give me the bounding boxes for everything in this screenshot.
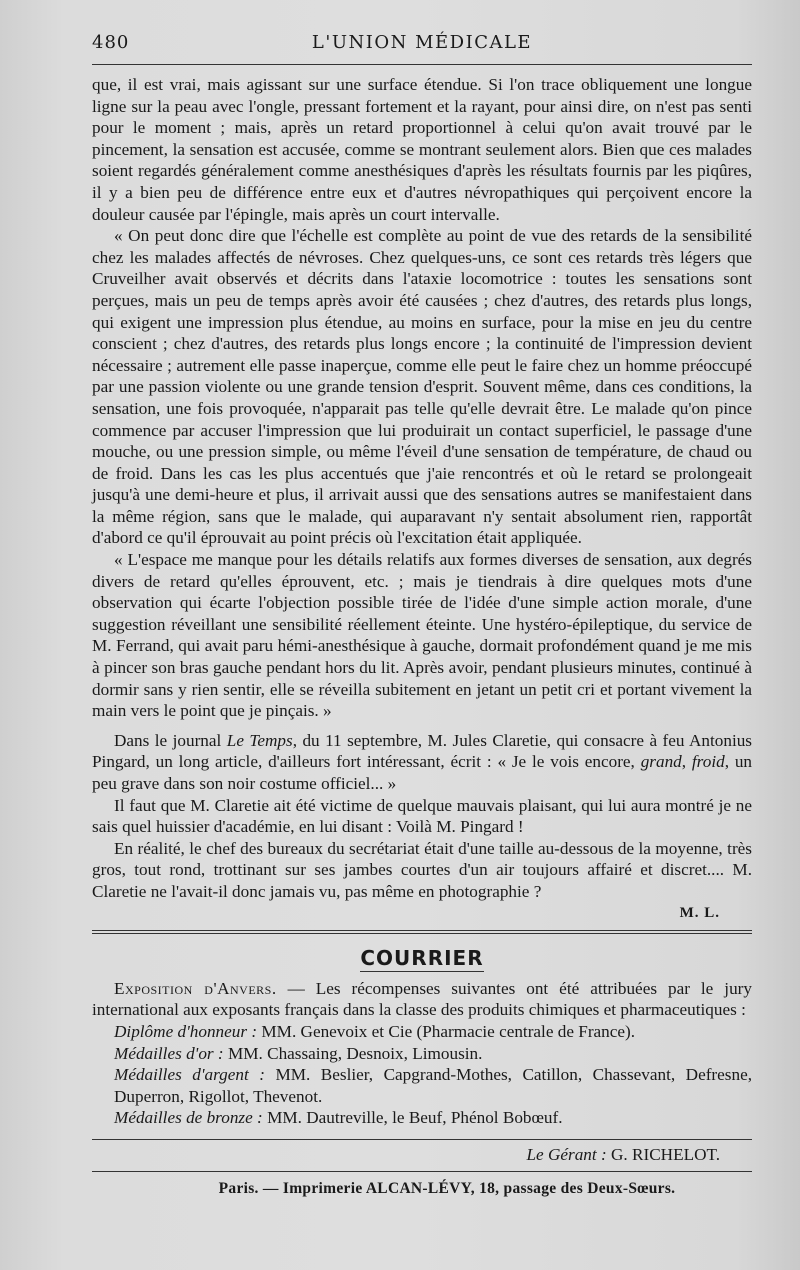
gerant-line bbox=[92, 1144, 752, 1166]
text-run: , du 11 septembre, M. Jules Claretie, qui consacre à feu Antonius Pingard, un long article, d'ailleurs fort intéressant, écrit : « Je le vois encore, bbox=[92, 730, 752, 772]
journal-title: L'UNION MÉDICALE bbox=[311, 32, 533, 53]
text-run: Dans le journal bbox=[114, 730, 227, 750]
running-header bbox=[92, 30, 752, 60]
award-line bbox=[92, 1043, 752, 1065]
award-label: Médailles d'argent : bbox=[114, 1065, 265, 1085]
italic-word: grand bbox=[640, 752, 682, 772]
paragraph-claretie-1 bbox=[92, 730, 752, 795]
journal-name: Le Temps bbox=[226, 730, 293, 750]
header-rule bbox=[92, 64, 752, 65]
award-text: MM. Chassaing, Desnoix, Limousin. bbox=[223, 1043, 483, 1063]
award-label: Diplôme d'honneur : bbox=[114, 1021, 258, 1041]
text-run: , bbox=[681, 752, 692, 772]
italic-word: froid bbox=[691, 752, 725, 772]
intro-label: Exposition d'Anvers. bbox=[114, 978, 277, 998]
intro-text: — Les récompenses suivantes ont été attribuées par le jury international aux exposants français dans la classe des produits chimiques et pharmaceutiques : bbox=[92, 978, 752, 1020]
award-line bbox=[92, 1107, 752, 1129]
award-text: MM. Dautreville, le Beuf, Phénol Bobœuf. bbox=[262, 1108, 563, 1128]
section-double-rule bbox=[92, 930, 752, 934]
paragraph-claretie-3: En réalité, le chef des bureaux du secrétariat était d'une taille au-dessous de la moyenne, très gros, tout rond, trottinant sur ses jambes courtes d'un air toujours affairé et discret.... M. Claretie ne l'avait-il donc jamais vu, pas même en photographie ? bbox=[92, 838, 752, 901]
award-label: Médailles d'or : bbox=[114, 1043, 224, 1063]
award-text: MM. Beslier, Capgrand-Mothes, Catillon, Chassevant, Defresne, Duperron, Rigollot, Thevenot. bbox=[114, 1065, 752, 1106]
footer-rule bbox=[92, 1139, 752, 1140]
text-run: , un peu grave dans son noir costume officiel... » bbox=[92, 752, 753, 793]
author-signature: M. L. bbox=[679, 904, 720, 921]
page-number: 480 bbox=[92, 32, 130, 53]
gerant-name: G. RICHELOT. bbox=[606, 1144, 720, 1164]
imprint-line: Paris. — Imprimerie ALCAN-LÉVY, 18, passage des Deux-Sœurs. bbox=[218, 1179, 676, 1197]
paragraph-claretie-2: Il faut que M. Claretie ait été victime de quelque mauvais plaisant, qui lui aura montré je ne sais quel huissier d'académie, en lui disant : Voilà M. Pingard ! bbox=[92, 795, 752, 837]
main-text bbox=[92, 74, 752, 1199]
award-text: MM. Genevoix et Cie (Pharmacie centrale de France). bbox=[257, 1021, 636, 1041]
paragraph-continued: que, il est vrai, mais agissant sur une surface étendue. Si l'on trace obliquement une longue ligne sur la peau avec l'ongle, pressant fortement et la rayant, pour ainsi dire, on n'est pas senti pour le moment ; mais, après un retard proportionnel à celui qu'on avait trouvé par le pincement, la sensation est accusée, comme se montrant seulement alors. Bien que ces malades soient regardés généralement comme anesthésiques d'après les résultats fournis par les piqûres, il y a bien peu de différence entre eux et d'autres névropathiques qui perçoivent encore la douleur causée par l'épingle, mais après un court intervalle. bbox=[92, 75, 752, 224]
imprint-rule bbox=[92, 1171, 752, 1172]
award-label: Médailles de bronze : bbox=[114, 1108, 263, 1128]
section-heading bbox=[92, 948, 752, 970]
gerant-label: Le Gérant : bbox=[526, 1144, 607, 1164]
courrier-heading-text: COURRIER bbox=[360, 946, 484, 971]
paragraph-quote-1: « On peut donc dire que l'échelle est complète au point de vue des retards de la sensibilité chez les malades affectés de névroses. Chez quelques-uns, ce sont ces retards très légers que Cruveilher avait observés et décrits dans l'ataxie locomotrice : toutes les sensations sont perçues, mais un peu de temps après avoir été causées ; chez d'autres, des retards plus longs, qui exigent une impression plus étendue, au moins en surface, pour la mise en jeu du centre conscient ; chez d'autres, des retards plus longs encore ; la continuité de l'impression devient nécessaire ; autrement elle passe inaperçue, comme elle peut le faire chez un homme préoccupé par une passion violente ou une grande tension d'esprit. Souvent même, dans ces conditions, la sensation, une fois provoquée, n'apparait pas telle qu'elle devrait être. Le malade qu'on pince commence par accuser l'impression que lui produirait un contact superficiel, le passage d'une mouche, ou une pression simple, ou même l'éveil d'une sensation de température, de chaud ou de froid. Dans les cas les plus accentués que j'aie rencontrés et où le retard se prolongeait jusqu'à une demi-heure et plus, il arrivait aussi que des sensations autres se manifestaient dans la même région, sans que le malade, qui auparavant n'y sentait absolument rien, rapportât d'abord ce qu'il éprouvait au point précis où l'excitation était appliquée. bbox=[92, 226, 752, 548]
award-line bbox=[92, 1021, 752, 1043]
paragraph-quote-2: « L'espace me manque pour les détails relatifs aux formes diverses de sensation, aux degrés divers de retard qu'elles éprouvent, etc. ; mais je tiendrais à dire quelques mots d'une observation qui écarte l'objection possible tirée de l'idée d'une simple action morale, d'une suggestion réveillant une sensibilité réellement éteinte. Une hystéro-épileptique, du service de M. Ferrand, qui avait paru hémi-anesthésique à gauche, dormait profondément quand je me mis à pincer son bras gauche pendant hors du lit. Après avoir, pendant plusieurs minutes, continué à dormir sans y rien sentir, elle se réveilla subitement en jetant un petit cri et portant vivement la main vers le point que je pinçais. » bbox=[92, 550, 752, 721]
award-line bbox=[92, 1064, 752, 1107]
courrier-intro bbox=[92, 978, 752, 1021]
